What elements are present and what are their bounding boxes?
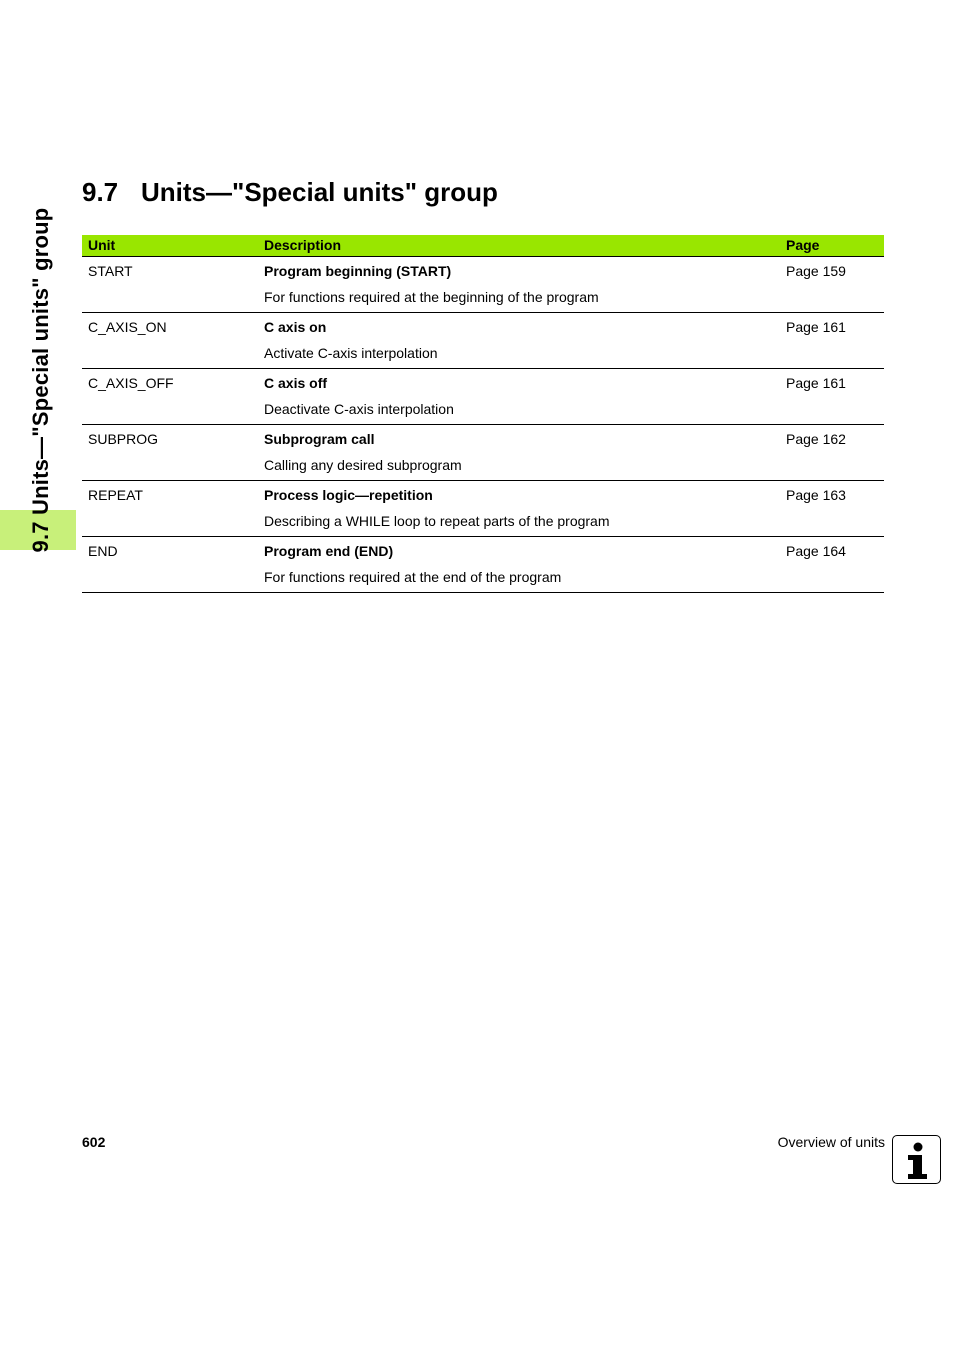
description-cell: [264, 425, 786, 480]
unit-cell: START: [88, 263, 133, 279]
table-row: [82, 481, 884, 537]
description-title: Subprogram call: [264, 431, 375, 447]
page-reference[interactable]: Page 162: [786, 431, 846, 447]
description-text: Calling any desired subprogram: [264, 457, 462, 473]
info-icon: [892, 1135, 941, 1184]
side-section-label: 9.7 Units—"Special units" group: [28, 207, 53, 553]
table-header: [82, 235, 884, 257]
description-cell: [264, 481, 786, 536]
page-reference[interactable]: Page 161: [786, 319, 846, 335]
description-cell: [264, 369, 786, 424]
description-title: Program beginning (START): [264, 263, 452, 279]
description-cell: [264, 313, 786, 368]
info-glyph: [893, 1136, 940, 1183]
description-title: Process logic—repetition: [264, 487, 433, 503]
header-page: Page: [786, 237, 820, 253]
section-number: 9.7: [82, 177, 119, 207]
description-title: Program end (END): [264, 543, 394, 559]
table-row: [82, 313, 884, 369]
page-reference[interactable]: Page 161: [786, 375, 846, 391]
unit-cell: END: [88, 543, 118, 559]
description-cell: [264, 257, 786, 312]
units-table: [82, 235, 884, 593]
description-cell: [264, 537, 786, 592]
section-heading: [82, 175, 498, 209]
page-number: 602: [82, 1134, 106, 1150]
description-text: For functions required at the beginning of the program: [264, 289, 599, 305]
description-title: C axis off: [264, 375, 328, 391]
footer-chapter-title: Overview of units: [777, 1134, 885, 1150]
section-title: Units—"Special units" group: [141, 177, 498, 207]
page-reference[interactable]: Page 164: [786, 543, 846, 559]
header-unit: Unit: [88, 237, 116, 253]
description-text: Deactivate C-axis interpolation: [264, 401, 454, 417]
unit-cell: C_AXIS_OFF: [88, 375, 174, 391]
description-text: For functions required at the end of the program: [264, 569, 562, 585]
unit-cell: SUBPROG: [88, 431, 159, 447]
description-title: C axis on: [264, 319, 327, 335]
unit-cell: REPEAT: [88, 487, 143, 503]
description-text: Activate C-axis interpolation: [264, 345, 438, 361]
table-row: [82, 537, 884, 593]
page-reference[interactable]: Page 163: [786, 487, 846, 503]
header-description: Description: [264, 237, 342, 253]
table-row: [82, 257, 884, 313]
unit-cell: C_AXIS_ON: [88, 319, 167, 335]
table-row: [82, 369, 884, 425]
table-row: [82, 425, 884, 481]
description-text: Describing a WHILE loop to repeat parts of the program: [264, 513, 610, 529]
page-reference[interactable]: Page 159: [786, 263, 846, 279]
